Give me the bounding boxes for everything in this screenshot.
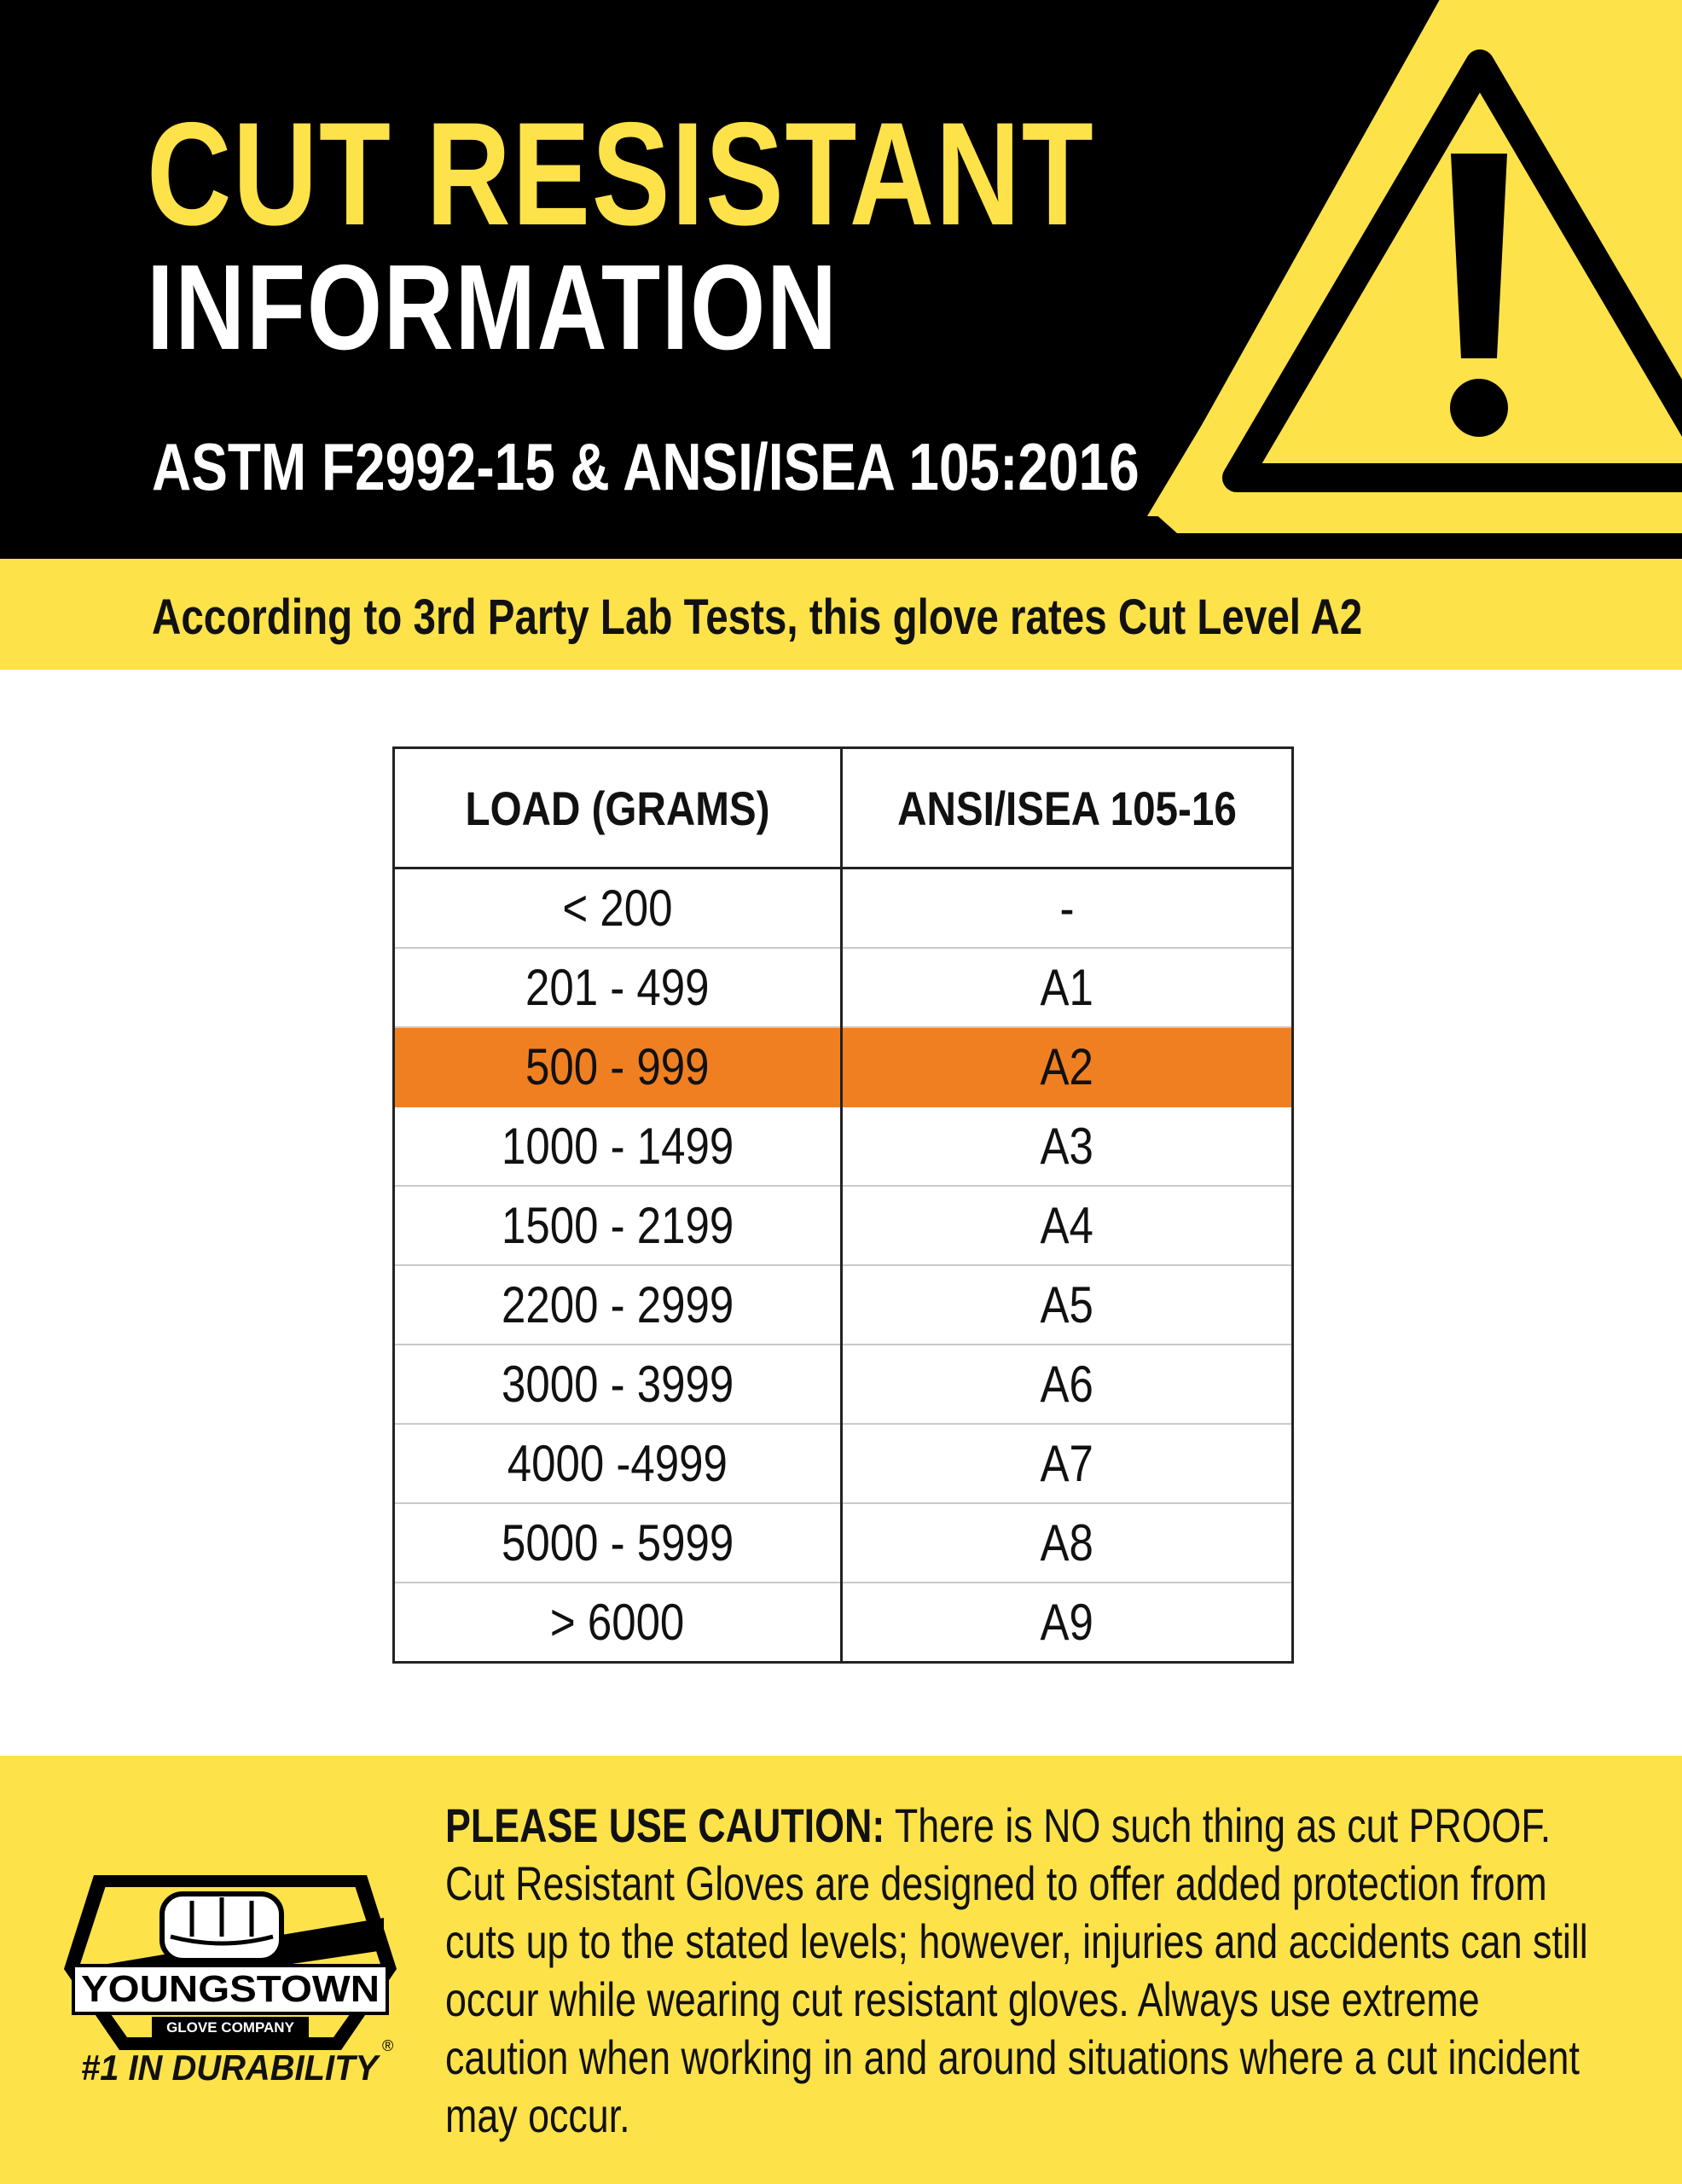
load-value: > 6000 — [550, 1594, 685, 1651]
load-value: 1500 - 2199 — [501, 1197, 734, 1254]
table-row — [394, 1345, 1293, 1424]
load-cell — [394, 1503, 842, 1583]
load-value: 2200 - 2999 — [501, 1276, 734, 1333]
load-value: 4000 -4999 — [507, 1435, 728, 1492]
registered-mark: ® — [382, 2037, 394, 2054]
header-banner — [0, 0, 1682, 559]
column-header-load — [394, 748, 842, 868]
caution-body: There is NO such thing as cut PROOF. Cut Resistant Gloves are designed to offer added protection from cuts up to the stated levels; however, injuries and accidents can still occur while wearing cut resistant gloves. Always use extreme caution when working in and around situations where a cut incident may occur. — [445, 1798, 1588, 2142]
footer-caution-panel — [0, 1756, 1682, 2184]
level-cell — [842, 1503, 1293, 1583]
load-cell — [394, 1424, 842, 1503]
table-row — [394, 1107, 1293, 1186]
table-row — [394, 1186, 1293, 1265]
level-value: A1 — [1040, 959, 1094, 1016]
rating-bar — [0, 559, 1682, 670]
level-value: A4 — [1040, 1197, 1094, 1254]
title-line-2: INFORMATION — [147, 240, 838, 375]
cut-level-table — [392, 746, 1294, 1664]
youngstown-logo — [60, 1841, 401, 2063]
column-header-ansi-label: ANSI/ISEA 105-16 — [897, 781, 1237, 835]
title-line-1: CUT RESISTANT — [147, 92, 1095, 256]
table-row — [394, 1424, 1293, 1503]
level-cell — [842, 1345, 1293, 1424]
level-value: A7 — [1040, 1435, 1094, 1492]
load-cell — [394, 868, 842, 949]
logo-subtitle: GLOVE COMPANY — [166, 2019, 294, 2036]
level-cell — [842, 1265, 1293, 1345]
caution-lead: PLEASE USE CAUTION: — [445, 1798, 885, 1852]
standards-subtitle: ASTM F2992-15 & ANSI/ISEA 105:2016 — [152, 429, 1140, 504]
table-header-row — [394, 748, 1293, 868]
level-value: A3 — [1040, 1118, 1094, 1175]
load-cell — [394, 1107, 842, 1186]
load-value: 201 - 499 — [525, 959, 710, 1016]
rating-statement: According to 3rd Party Lab Tests, this glove rates Cut Level A2 — [152, 590, 1363, 645]
table-row — [394, 1583, 1293, 1663]
table-row — [394, 1503, 1293, 1583]
level-value: A9 — [1040, 1594, 1094, 1651]
column-header-load-label: LOAD (GRAMS) — [465, 781, 770, 835]
load-value: 5000 - 5999 — [501, 1514, 734, 1571]
level-cell — [842, 948, 1293, 1027]
load-value: 1000 - 1499 — [501, 1118, 734, 1175]
table-row — [394, 868, 1293, 949]
level-value: A6 — [1040, 1356, 1094, 1413]
warning-triangle-icon — [1134, 0, 1682, 559]
level-cell — [842, 1027, 1293, 1107]
fist-icon — [162, 1894, 281, 1960]
logo-name: YOUNGSTOWN — [81, 1968, 380, 2010]
table-row-highlighted — [394, 1027, 1293, 1107]
level-cell — [842, 1107, 1293, 1186]
level-cell — [842, 1424, 1293, 1503]
level-value: - — [1059, 880, 1075, 937]
load-value: < 200 — [562, 880, 673, 937]
load-cell — [394, 1583, 842, 1663]
level-cell — [842, 868, 1293, 949]
level-value: A2 — [1040, 1038, 1094, 1095]
level-value: A8 — [1040, 1514, 1094, 1571]
load-value: 500 - 999 — [525, 1038, 710, 1095]
load-cell — [394, 1265, 842, 1345]
caution-paragraph — [445, 1797, 1592, 2145]
level-value: A5 — [1040, 1276, 1094, 1333]
column-header-ansi — [842, 748, 1293, 868]
load-value: 3000 - 3999 — [501, 1356, 734, 1413]
level-cell — [842, 1583, 1293, 1663]
load-cell — [394, 1345, 842, 1424]
level-cell — [842, 1186, 1293, 1265]
logo-tagline: #1 IN DURABILITY — [81, 2048, 379, 2088]
table-row — [394, 948, 1293, 1027]
load-cell — [394, 948, 842, 1027]
load-cell — [394, 1186, 842, 1265]
load-cell — [394, 1027, 842, 1107]
table-row — [394, 1265, 1293, 1345]
